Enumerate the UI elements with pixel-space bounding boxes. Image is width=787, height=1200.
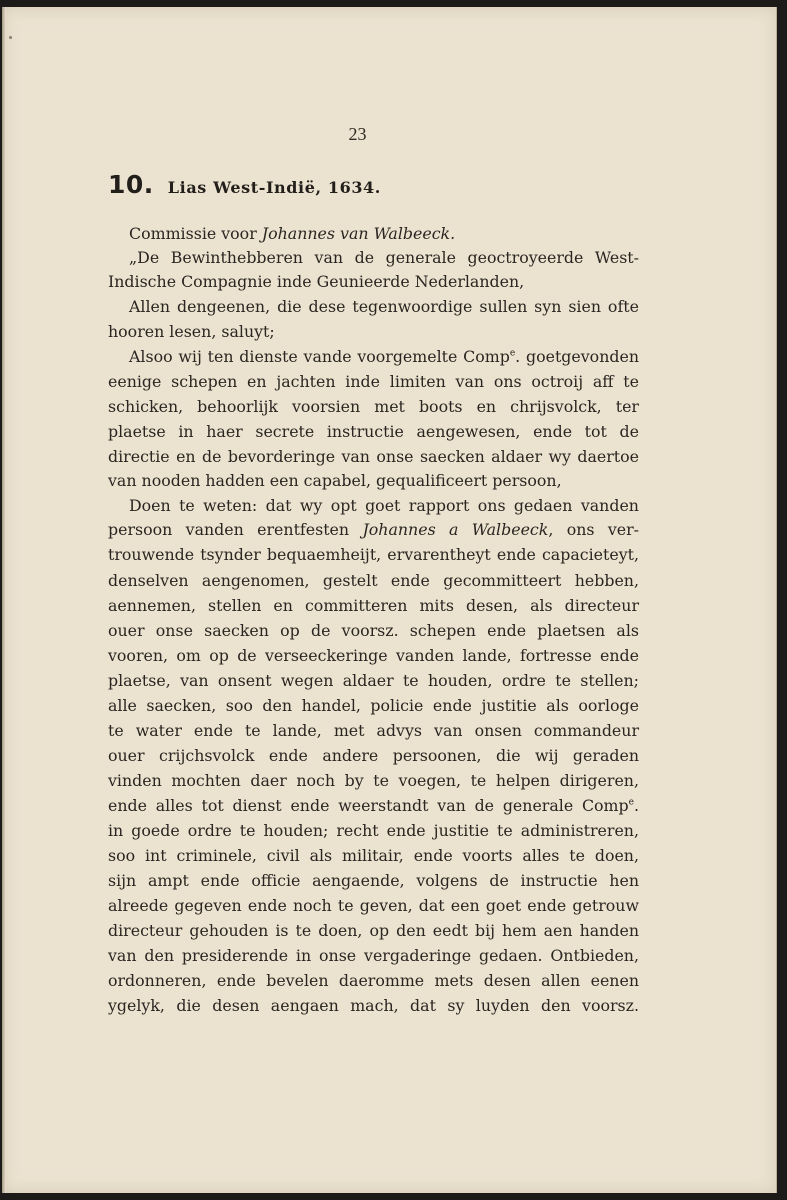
commission-prefix: Commissie voor bbox=[129, 224, 262, 243]
text-line-9: directie en de bevorderinge van onse saecken aldaer wy daertoe bbox=[108, 447, 639, 466]
text-line-18: plaetse, van onsent wegen aldaer te houden, ordre te stellen; bbox=[108, 671, 639, 690]
text-line-23-b: . bbox=[633, 796, 639, 815]
text-line-15: aennemen, stellen en committeren mits desen, als directeur bbox=[108, 596, 639, 615]
text-line-12-name: Johannes a Walbeeck bbox=[362, 520, 549, 539]
text-line-30: ordonneren, ende bevelen daeromme mets desen allen eenen bbox=[108, 971, 639, 990]
text-line-3: Allen dengeenen, die dese tegenwoordige sullen syn sien ofte bbox=[129, 297, 639, 316]
speck-mark bbox=[9, 36, 12, 39]
text-line-14: denselven aengenomen, gestelt ende gecommitteert hebben, bbox=[108, 571, 639, 590]
text-line-1: „De Bewinthebberen van de generale geoctroyeerde West- bbox=[129, 248, 639, 267]
text-line-12-a: persoon vanden erentfesten bbox=[108, 520, 363, 539]
commission-name: Johannes van Walbeeck. bbox=[261, 224, 456, 243]
text-line-10: van nooden hadden een capabel, gequalificeert persoon, bbox=[108, 471, 562, 490]
commission-line bbox=[129, 222, 639, 247]
text-line-5-b: . goetgevonden bbox=[515, 347, 640, 366]
text-line-22: vinden mochten daer noch by te voegen, te helpen dirigeren, bbox=[108, 771, 639, 790]
document-heading bbox=[108, 170, 381, 199]
text-line-31: ygelyk, die desen aengaen mach, dat sy luyden den voorsz. bbox=[108, 996, 639, 1015]
text-line-5 bbox=[129, 345, 639, 370]
text-line-5-sup: e bbox=[509, 348, 516, 359]
document-title: Lias West-Indië, 1634. bbox=[167, 178, 381, 197]
text-line-16: ouer onse saecken op de voorsz. schepen ende plaetsen als bbox=[108, 621, 639, 640]
text-line-5-a: Alsoo wij ten dienste vande voorgemelte Comp bbox=[129, 347, 510, 366]
text-line-6: eenige schepen en jachten inde limiten van ons octroij aff te bbox=[108, 372, 639, 391]
text-line-13: trouwende tsynder bequaemheijt, ervarentheyt ende capacieteyt, bbox=[108, 545, 639, 564]
text-line-25: soo int criminele, civil als militair, ende voorts alles te doen, bbox=[108, 846, 639, 865]
text-line-11: Doen te weten: dat wy opt goet rapport ons gedaen vanden bbox=[129, 496, 639, 515]
text-line-23 bbox=[108, 794, 639, 819]
text-line-2: Indische Compagnie inde Geunieerde Nederlanden, bbox=[108, 272, 525, 291]
text-line-26: sijn ampt ende officie aengaende, volgens de instructie hen bbox=[108, 871, 639, 890]
text-line-12-b: , ons ver- bbox=[548, 520, 639, 539]
text-line-12 bbox=[108, 518, 639, 543]
text-line-27: alreede gegeven ende noch te geven, dat een goet ende getrouw bbox=[108, 896, 639, 915]
text-line-20: te water ende te lande, met advys van onsen commandeur bbox=[108, 721, 639, 740]
text-line-4: hooren lesen, saluyt; bbox=[108, 322, 275, 341]
text-line-24: in goede ordre te houden; recht ende justitie te administreren, bbox=[108, 821, 639, 840]
text-line-7: schicken, behoorlijk voorsien met boots en chrijsvolck, ter bbox=[108, 397, 639, 416]
text-line-19: alle saecken, soo den handel, policie ende justitie als oorloge bbox=[108, 696, 639, 715]
text-line-29: van den presiderende in onse vergaderinge gedaen. Ontbieden, bbox=[108, 946, 639, 965]
page-number: 23 bbox=[348, 124, 367, 144]
page-right-edge bbox=[776, 7, 777, 1193]
document-number: 10. bbox=[108, 170, 154, 199]
text-line-28: directeur gehouden is te doen, op den eedt bij hem aen handen bbox=[108, 921, 639, 940]
page-binding-edge bbox=[2, 7, 6, 1193]
text-line-8: plaetse in haer secrete instructie aengewesen, ende tot de bbox=[108, 422, 639, 441]
text-line-23-a: ende alles tot dienst ende weerstandt van de generale Comp bbox=[108, 796, 629, 815]
text-line-17: vooren, om op de verseeckeringe vanden lande, fortresse ende bbox=[108, 646, 639, 665]
text-line-21: ouer crijchsvolck ende andere persoonen, die wij geraden bbox=[108, 746, 639, 765]
text-line-23-sup: e bbox=[628, 797, 634, 808]
